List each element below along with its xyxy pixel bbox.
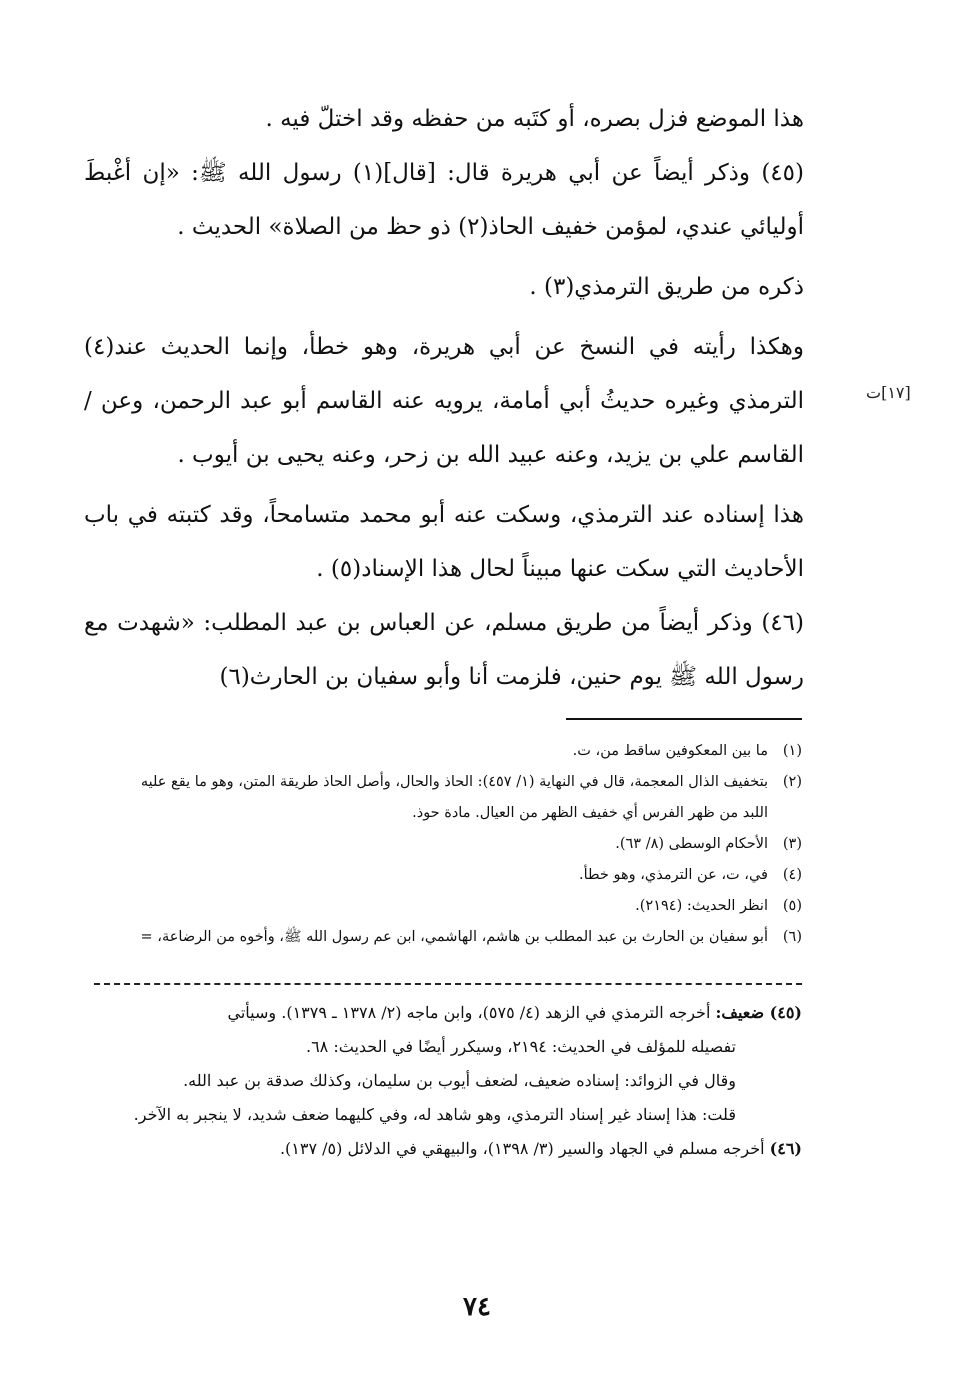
footnote-number: (١) [782,743,802,759]
footnote-text: بتخفيف الذال المعجمة، قال في النهاية (١/ ٤٥٧): الحاذ والحال، وأصل الحاذ طريقة المتن، وهو ما يقع عليه [140,774,768,790]
footnote-continuation: اللبد من ظهر الفرس أي خفيف الظهر من العيال. مادة حوذ. [412,805,768,821]
footnote-1 [84,736,802,767]
takhrij-46 [84,1132,802,1166]
takhrij-text: أخرجه الترمذي في الزهد (٤/ ٥٧٥)، وابن ماجه (٢/ ١٣٧٨ ـ ١٣٧٩). وسيأتي [227,1003,711,1022]
footnote-6 [84,922,802,953]
takhrij-separator [94,983,802,985]
page-number: ٧٤ [463,1292,491,1322]
footnote-text: الأحكام الوسطى (٨/ ٦٣). [615,836,768,852]
footnote-text: في، ت، عن الترمذي، وهو خطأ. [578,867,768,883]
body-paragraph-4: وهكذا رأيته في النسخ عن أبي هريرة، وهو خطأ، وإنما الحديث عند(٤) الترمذي وغيره حديثُ أبي أمامة، يرويه عنه القاسم أبو عبد الرحمن، وعن / القاسم علي بن يزيد، وعنه عبيد الله بن زحر، وعنه يحيى بن أيوب . [84,334,804,468]
body-paragraph-1: هذا الموضع فزل بصره، أو كتَبه من حفظه وقد اختلّ فيه . [265,106,804,132]
footnote-separator [566,718,802,720]
takhrij-45 [84,996,802,1132]
footnotes [84,736,802,953]
hadith-46-paragraph: (٤٦) وذكر أيضاً من طريق مسلم، عن العباس بن عبد المطلب: «شهدت مع رسول الله ﷺ يوم حنين، فلزمت أنا وأبو سفيان بن الحارث(٦) [84,610,804,690]
takhrij-label: (٤٥) ضعيف: [715,1003,802,1022]
takhrij-zawaid: وقال في الزوائد: إسناده ضعيف، لضعف أيوب بن سليمان، وكذلك صدقة بن عبد الله. [183,1071,736,1090]
footnote-3 [84,829,802,860]
footnote-number: (٢) [782,774,802,790]
hadith-45-paragraph: (٤٥) وذكر أيضاً عن أبي هريرة قال: [قال](١) رسول الله ﷺ: «إن أغْبطَ أوليائي عندي، لمؤمن خفيف الحاذ(٢) ذو حظ من الصلاة» الحديث . [84,160,804,240]
body-paragraph-3: ذكره من طريق الترمذي(٣) . [529,274,804,300]
takhrij-comment: قلت: هذا إسناد غير إسناد الترمذي، وهو شاهد له، وفي كليهما ضعف شديد، لا ينجبر به الآخر. [133,1105,736,1124]
manuscript-page-marker: [١٧]ت [866,383,911,402]
footnote-text: ما بين المعكوفين ساقط من، ت. [572,743,768,759]
takhrij-label: (٤٦) [769,1139,802,1158]
footnote-2 [84,767,802,829]
footnote-4 [84,860,802,891]
footnote-number: (٦) [782,929,802,945]
takhrij-continuation: تفصيله للمؤلف في الحديث: ٢١٩٤، وسيكرر أيضًا في الحديث: ٦٨. [305,1037,736,1056]
footnote-number: (٤) [782,867,802,883]
footnote-5 [84,891,802,922]
footnote-text: أبو سفيان بن الحارث بن عبد المطلب بن هاشم، الهاشمي، ابن عم رسول الله ﷺ، وأخوه من الرضاعة، = [140,929,768,945]
footnote-number: (٥) [782,898,802,914]
body-paragraph-5: هذا إسناده عند الترمذي، وسكت عنه أبو محمد متسامحاً، وقد كتبته في باب الأحاديث التي سكت عنها مبيناً لحال هذا الإسناد(٥) . [84,502,804,582]
main-text [84,92,804,704]
footnote-text: انظر الحديث: (٢١٩٤). [635,898,768,914]
takhrij-notes [84,996,802,1166]
footnote-number: (٣) [782,836,802,852]
takhrij-text: أخرجه مسلم في الجهاد والسير (٣/ ١٣٩٨)، والبيهقي في الدلائل (٥/ ١٣٧). [279,1139,765,1158]
